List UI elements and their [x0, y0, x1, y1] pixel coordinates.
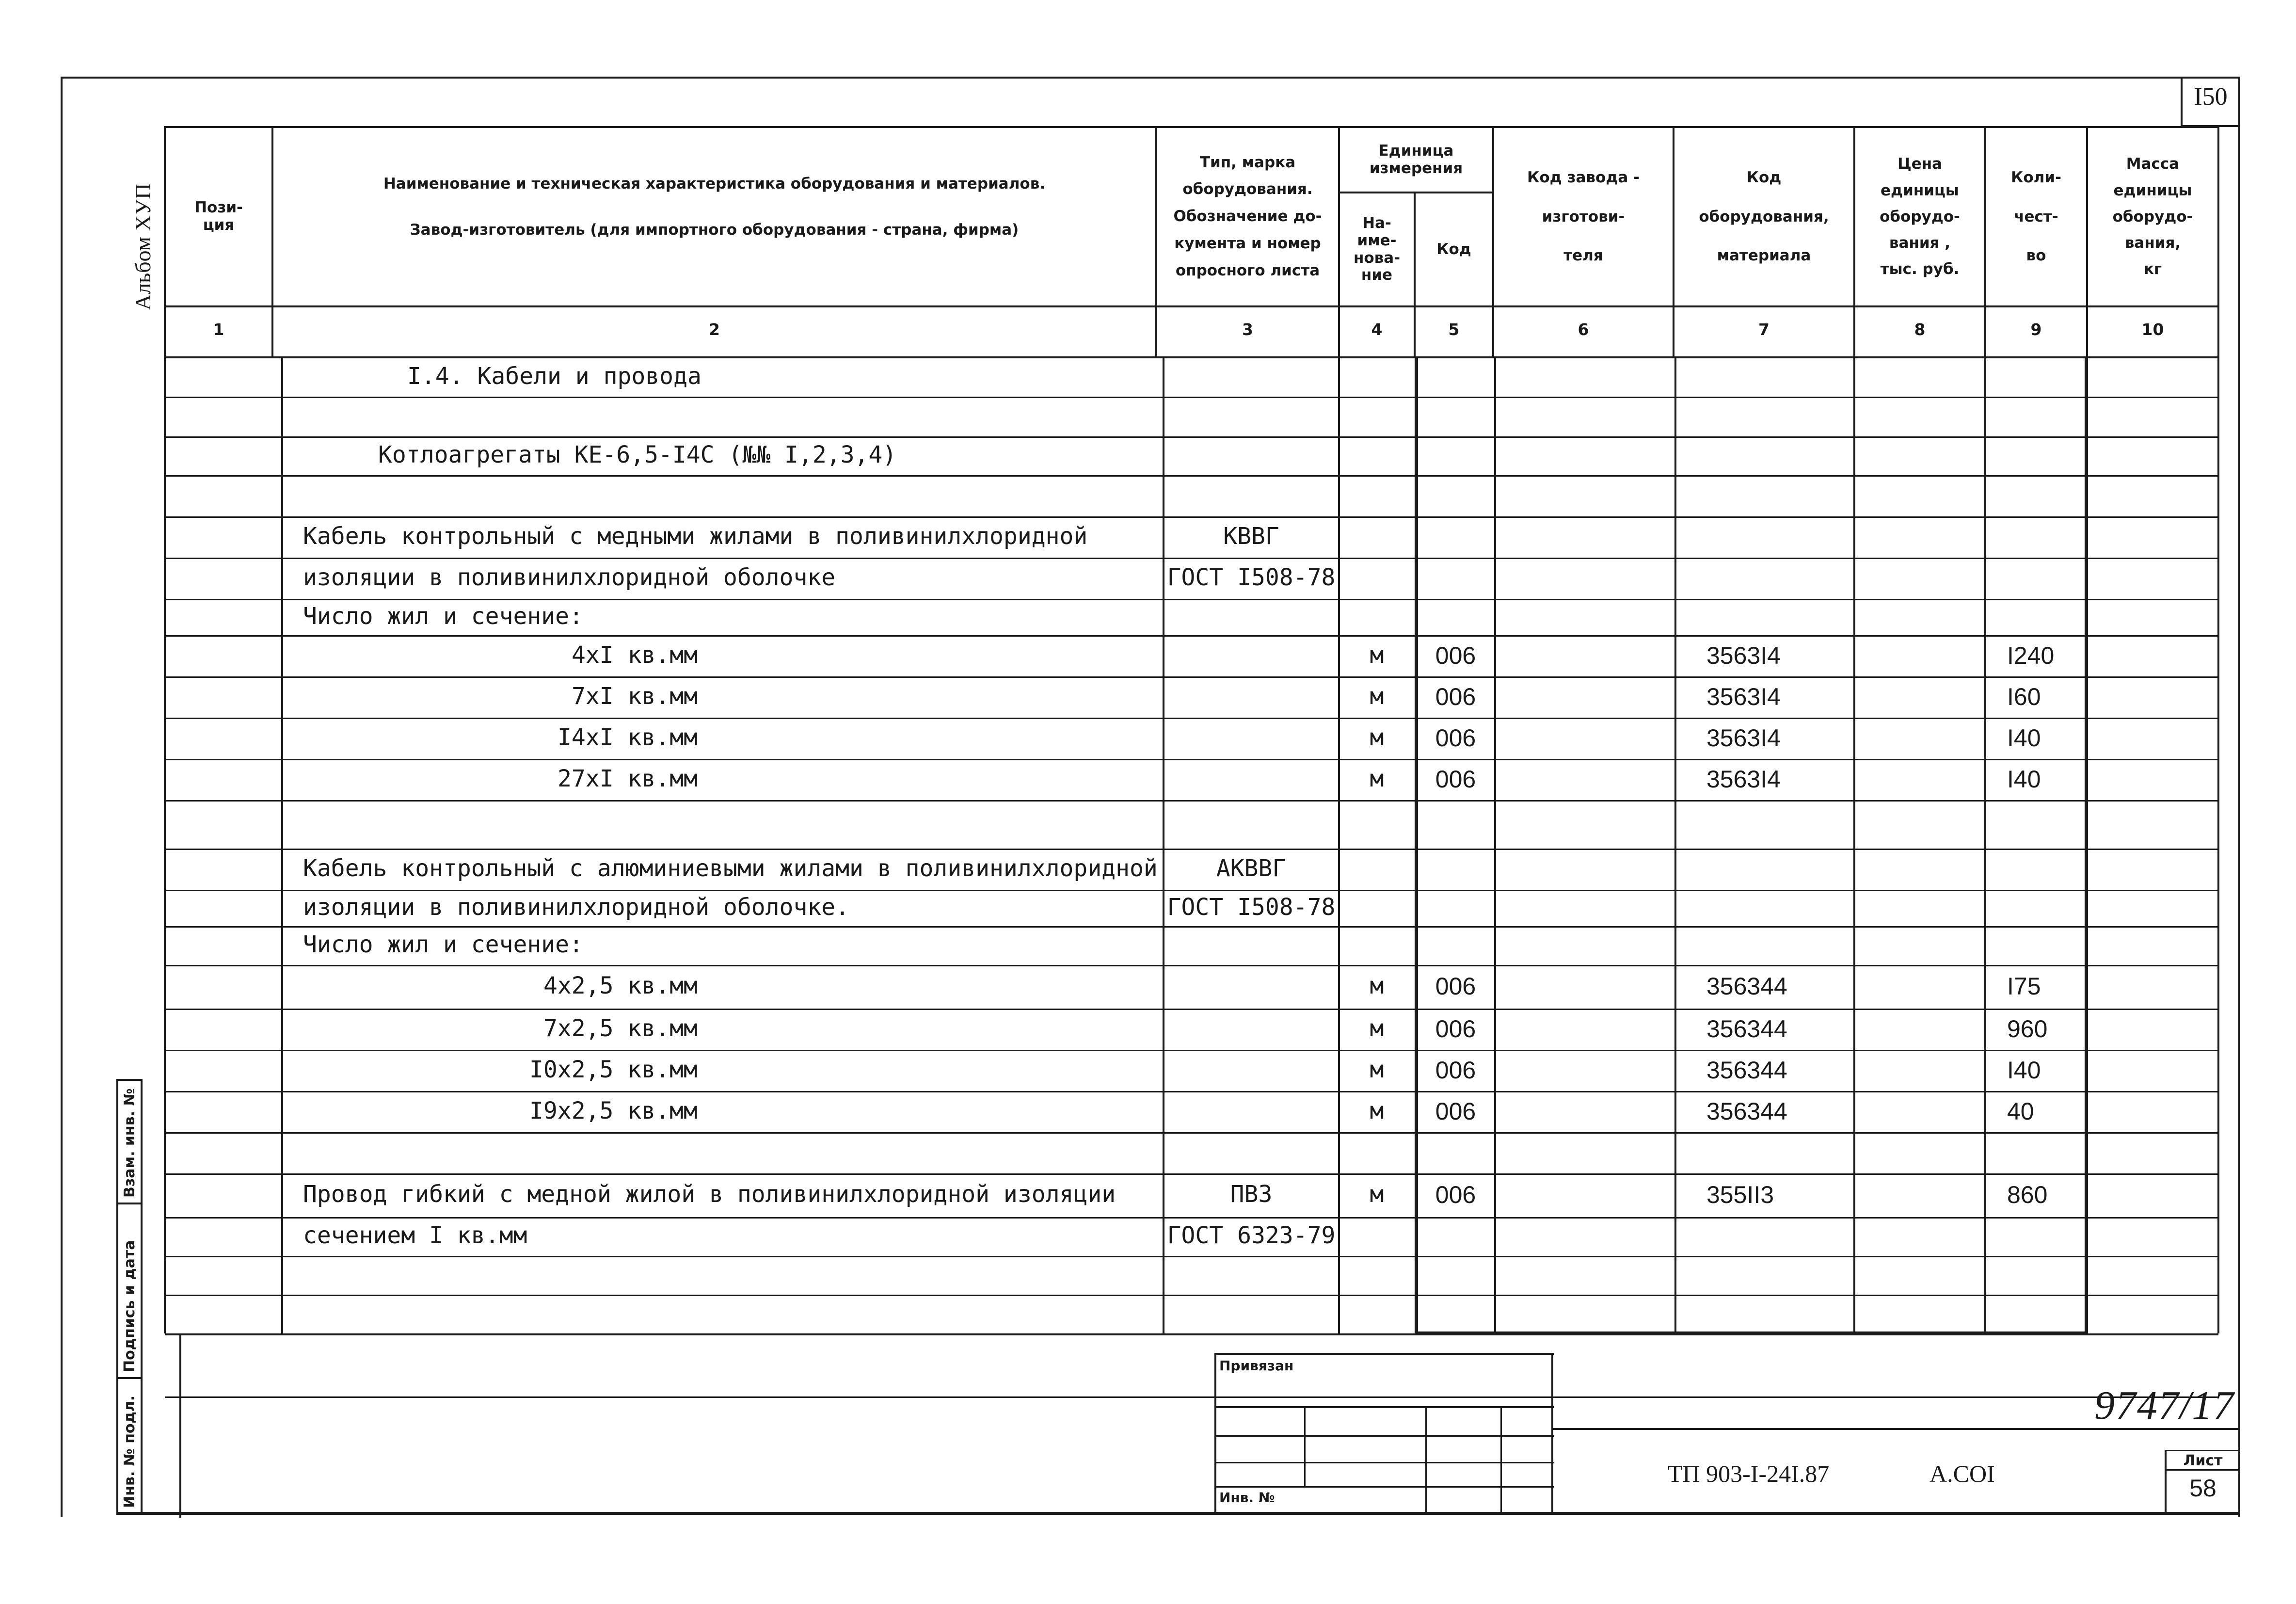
page-number-top: I50 — [2194, 83, 2228, 111]
table-row-unit: м — [1370, 724, 1384, 751]
table-row-name: 4хI кв.мм — [572, 642, 698, 669]
table-row-name: Кабель контрольный с медными жилами в поливинилхлоридной — [303, 523, 1088, 550]
table-row-unit-code: 006 — [1435, 1181, 1476, 1208]
stamp-inv-no: Инв. № — [1219, 1490, 1275, 1506]
stamp-privyazan: Привязан — [1219, 1358, 1294, 1374]
table-row-name: 27хI кв.мм — [558, 765, 698, 792]
stamp-handwritten-code: 9747/17 — [2094, 1383, 2235, 1428]
table-row-quantity: I40 — [2007, 766, 2041, 793]
table-row-name: I.4. Кабели и провода — [407, 363, 702, 390]
vzam-inv-label: Взам. инв. № — [121, 1088, 138, 1198]
table-row-unit: м — [1370, 1015, 1384, 1042]
table-row-unit: м — [1370, 1097, 1384, 1124]
header-material-code: Код оборудования, материала — [1699, 169, 1829, 265]
table-row-unit-code: 006 — [1435, 1015, 1476, 1043]
table-row-material-code: 356344 — [1706, 973, 1787, 1000]
column-number-3: 3 — [1242, 320, 1253, 339]
header-position: Пози- ция — [194, 199, 243, 234]
stamp-list-number: 58 — [2189, 1475, 2216, 1502]
table-row-type: ГОСТ I508-78 — [1167, 564, 1336, 591]
table-row-name: 4х2,5 кв.мм — [543, 972, 698, 999]
table-row-name: Кабель контрольный с алюминиевыми жилами в поливинилхлоридной — [303, 855, 1158, 882]
table-row-type: КВВГ — [1223, 523, 1279, 550]
header-type: Тип, марка оборудования. Обозначение до- кумента и номер опросного листа — [1173, 153, 1322, 279]
table-row-unit-code: 006 — [1435, 766, 1476, 793]
stamp-doc-code: ТП 903-I-24I.87 — [1668, 1460, 1830, 1487]
album-label: Альбом ХУП — [130, 183, 155, 310]
table-row-name: изоляции в поливинилхлоридной оболочке — [303, 564, 836, 591]
table-row-quantity: I240 — [2007, 642, 2055, 669]
table-row-name: 7хI кв.мм — [572, 683, 698, 710]
table-row-material-code: 356344 — [1706, 1015, 1787, 1043]
header-name-line1: Наименование и техническая характеристика оборудования и материалов. — [383, 175, 1046, 193]
column-number-2: 2 — [709, 320, 720, 339]
header-price: Цена единицы оборудо- вания , тыс. руб. — [1880, 155, 1960, 278]
table-row-unit-code: 006 — [1435, 642, 1476, 669]
column-number-6: 6 — [1578, 320, 1589, 339]
table-row-material-code: 3563I4 — [1706, 642, 1781, 669]
column-number-1: 1 — [213, 320, 224, 339]
header-quantity: Коли- чест- во — [2011, 169, 2061, 265]
table-row-unit: м — [1370, 1181, 1384, 1208]
table-row-type: ГОСТ I508-78 — [1167, 894, 1336, 921]
table-row-name: I0х2,5 кв.мм — [529, 1056, 698, 1083]
table-row-type: ГОСТ 6323-79 — [1167, 1222, 1336, 1249]
table-row-material-code: 355II3 — [1706, 1181, 1774, 1208]
table-row-unit-code: 006 — [1435, 973, 1476, 1000]
table-row-material-code: 356344 — [1706, 1098, 1787, 1125]
table-row-material-code: 3563I4 — [1706, 683, 1781, 710]
table-row-name: Котлоагрегаты КЕ-6,5-I4С (№№ I,2,3,4) — [378, 441, 897, 468]
header-name-line2: Завод-изготовитель (для импортного оборудования - страна, фирма) — [410, 221, 1019, 239]
sign-date-label: Подпись и дата — [121, 1240, 138, 1372]
table-row-unit: м — [1370, 1056, 1384, 1083]
table-row-quantity: 960 — [2007, 1015, 2048, 1043]
table-row-name: изоляции в поливинилхлоридной оболочке. — [303, 894, 850, 921]
table-row-type: АКВВГ — [1216, 855, 1287, 882]
table-row-material-code: 3563I4 — [1706, 766, 1781, 793]
table-row-unit-code: 006 — [1435, 1057, 1476, 1084]
column-number-5: 5 — [1448, 320, 1460, 339]
column-number-8: 8 — [1914, 320, 1926, 339]
column-number-7: 7 — [1758, 320, 1770, 339]
table-row-quantity: 860 — [2007, 1181, 2048, 1208]
table-row-unit: м — [1370, 642, 1384, 669]
header-unit: Единица измерения — [1369, 142, 1463, 177]
table-row-name: I4хI кв.мм — [558, 724, 698, 751]
stamp-doc-section: А.СОI — [1929, 1460, 1995, 1487]
header-unit-code: Код — [1436, 240, 1471, 258]
table-row-quantity: I60 — [2007, 683, 2041, 710]
table-row-material-code: 356344 — [1706, 1057, 1787, 1084]
table-row-quantity: 40 — [2007, 1098, 2034, 1125]
table-row-unit-code: 006 — [1435, 683, 1476, 710]
table-row-unit-code: 006 — [1435, 724, 1476, 752]
table-row-quantity: I75 — [2007, 973, 2041, 1000]
stamp-list-label: Лист — [2183, 1452, 2223, 1469]
table-row-name: 7х2,5 кв.мм — [543, 1015, 698, 1042]
table-row-quantity: I40 — [2007, 724, 2041, 752]
column-number-9: 9 — [2030, 320, 2042, 339]
table-row-unit: м — [1370, 683, 1384, 710]
table-row-name: сечением I кв.мм — [303, 1222, 527, 1249]
table-row-type: ПВ3 — [1230, 1181, 1273, 1208]
column-number-10: 10 — [2141, 320, 2164, 339]
table-row-name: Провод гибкий с медной жилой в поливинилхлоридной изоляции — [303, 1181, 1116, 1208]
header-mass: Масса единицы оборудо- вания, кг — [2112, 155, 2193, 278]
table-row-name: Число жил и сечение: — [303, 603, 583, 630]
column-number-4: 4 — [1371, 320, 1383, 339]
table-row-quantity: I40 — [2007, 1057, 2041, 1084]
table-row-unit: м — [1370, 765, 1384, 792]
table-row-material-code: 3563I4 — [1706, 724, 1781, 752]
inv-orig-label: Инв. № подл. — [121, 1395, 138, 1508]
table-row-name: Число жил и сечение: — [303, 931, 583, 958]
header-maker-code: Код завода - изготови- теля — [1527, 169, 1640, 265]
table-row-unit-code: 006 — [1435, 1098, 1476, 1125]
table-row-name: I9х2,5 кв.мм — [529, 1097, 698, 1124]
header-unit-name: На- име- нова- ние — [1353, 214, 1401, 284]
table-row-unit: м — [1370, 972, 1384, 999]
